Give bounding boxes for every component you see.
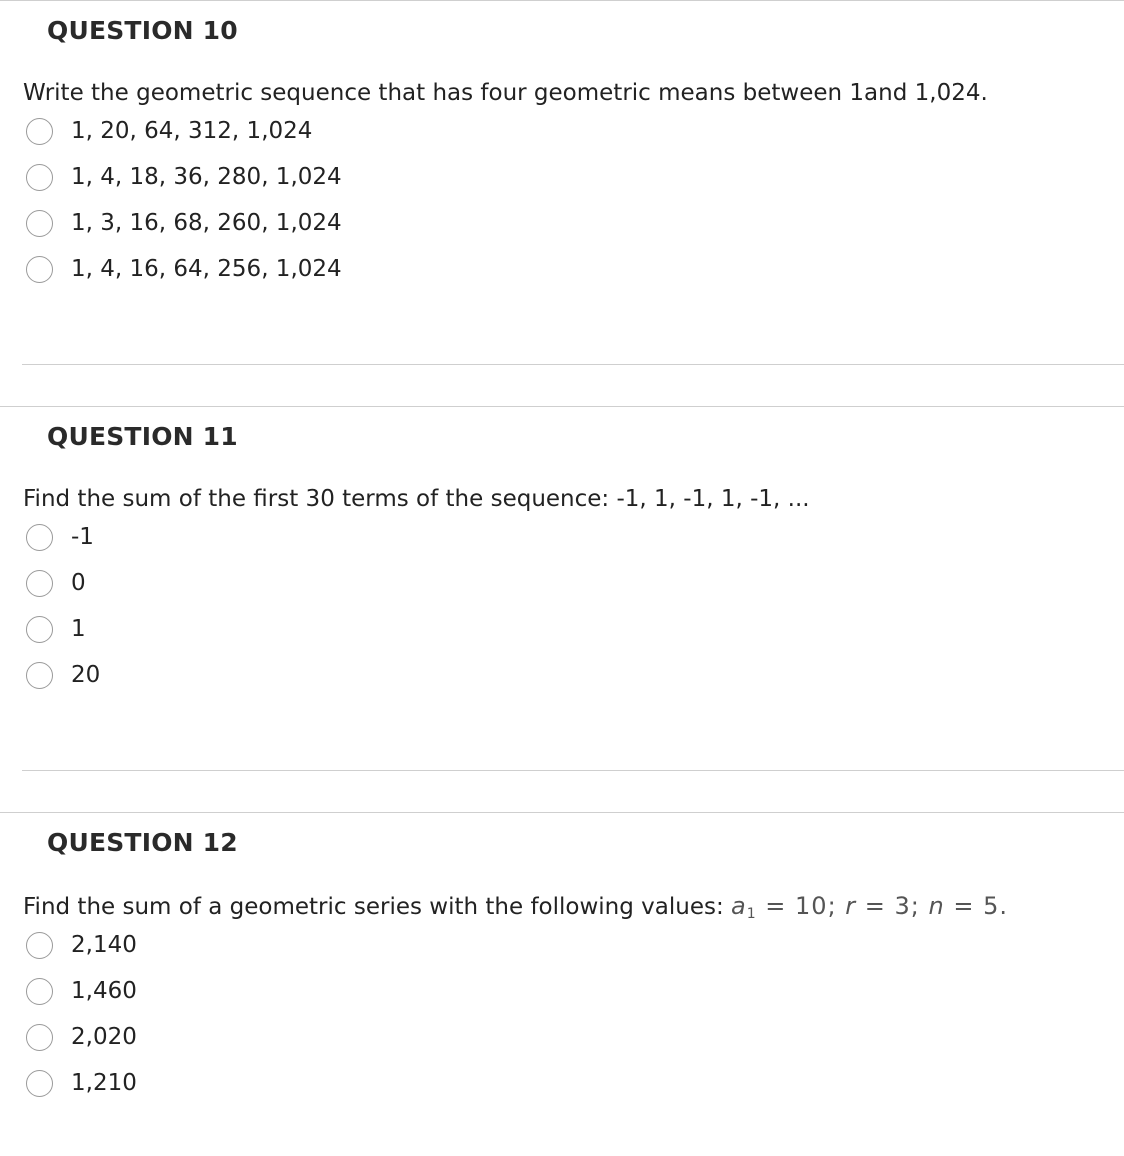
math-n-variable: n <box>928 892 945 920</box>
question-12-top-divider <box>0 812 1124 813</box>
option-label: 1,460 <box>71 978 137 1004</box>
math-r-variable: r <box>845 892 857 920</box>
option-label: 1 <box>71 616 86 642</box>
question-11-prompt: Find the sum of the first 30 terms of the sequence: -1, 1, -1, 1, -1, ... <box>23 486 810 512</box>
radio-button[interactable] <box>26 210 53 237</box>
question-11-top-divider <box>0 406 1124 407</box>
option-label: 0 <box>71 570 86 596</box>
top-divider <box>0 0 1124 1</box>
radio-button[interactable] <box>26 164 53 191</box>
option-label: -1 <box>71 524 94 550</box>
radio-button[interactable] <box>26 524 53 551</box>
option-label: 1, 4, 16, 64, 256, 1,024 <box>71 256 342 282</box>
math-n-equals: = 5. <box>944 892 1008 920</box>
math-expression <box>731 892 1008 920</box>
radio-button[interactable] <box>26 662 53 689</box>
question-11-option-1[interactable] <box>26 520 94 554</box>
question-12-title: QUESTION 12 <box>47 828 238 857</box>
question-12-option-3[interactable] <box>26 1020 137 1054</box>
option-label: 1,210 <box>71 1070 137 1096</box>
question-12-option-1[interactable] <box>26 928 137 962</box>
question-10-title: QUESTION 10 <box>47 16 238 45</box>
option-label: 1, 20, 64, 312, 1,024 <box>71 118 313 144</box>
math-a-equals: = 10; <box>756 892 846 920</box>
question-10-option-4[interactable] <box>26 252 342 286</box>
question-12-option-4[interactable] <box>26 1066 137 1100</box>
option-label: 1, 4, 18, 36, 280, 1,024 <box>71 164 342 190</box>
math-a-subscript: 1 <box>746 906 757 922</box>
radio-button[interactable] <box>26 616 53 643</box>
question-11-option-3[interactable] <box>26 612 86 646</box>
math-r-equals: = 3; <box>856 892 929 920</box>
radio-button[interactable] <box>26 118 53 145</box>
question-10-option-2[interactable] <box>26 160 342 194</box>
radio-button[interactable] <box>26 256 53 283</box>
question-10-option-1[interactable] <box>26 114 312 148</box>
math-a-variable: a <box>731 892 747 920</box>
question-11-option-4[interactable] <box>26 658 100 692</box>
question-10-option-3[interactable] <box>26 206 342 240</box>
radio-button[interactable] <box>26 1024 53 1051</box>
radio-button[interactable] <box>26 932 53 959</box>
question-12-prompt-text: Find the sum of a geometric series with the following values: <box>23 894 732 920</box>
question-11-option-2[interactable] <box>26 566 86 600</box>
question-10-prompt: Write the geometric sequence that has four geometric means between 1and 1,024. <box>23 80 988 106</box>
question-11-title: QUESTION 11 <box>47 422 238 451</box>
option-label: 2,020 <box>71 1024 137 1050</box>
question-12-prompt <box>23 892 1008 922</box>
radio-button[interactable] <box>26 978 53 1005</box>
question-10-bottom-divider <box>22 364 1124 365</box>
radio-button[interactable] <box>26 1070 53 1097</box>
radio-button[interactable] <box>26 570 53 597</box>
question-12-option-2[interactable] <box>26 974 137 1008</box>
option-label: 1, 3, 16, 68, 260, 1,024 <box>71 210 342 236</box>
question-11-bottom-divider <box>22 770 1124 771</box>
option-label: 20 <box>71 662 101 688</box>
option-label: 2,140 <box>71 932 137 958</box>
